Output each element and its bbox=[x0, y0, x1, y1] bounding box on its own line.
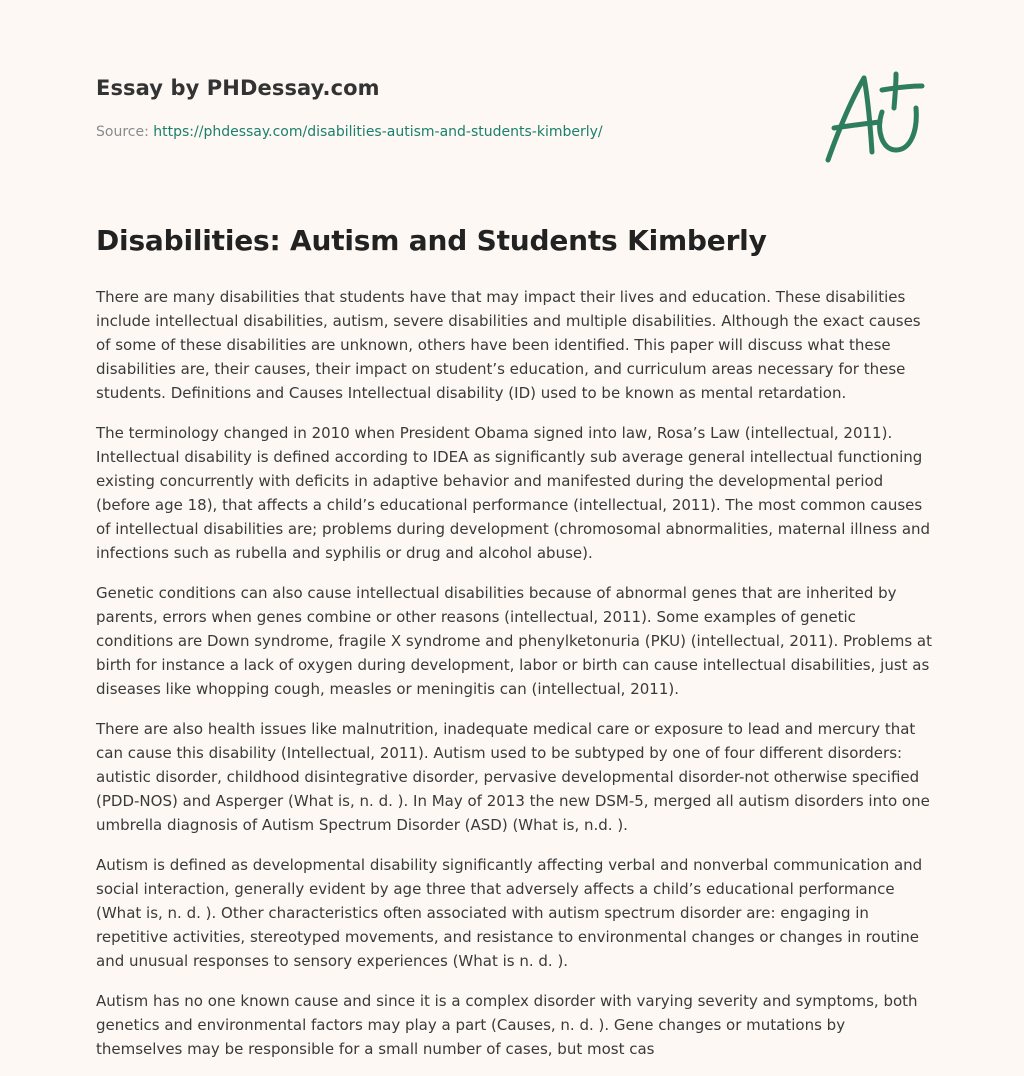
essay-paragraph: Genetic conditions can also cause intellectual disabilities because of abnormal genes that are inherited by parents, errors when genes combine or other reasons (intellectual, 2011). Some examples of genetic conditions are Down syndrome, fragile X syndrome and phenylketonuria (PKU) (intellectual, 2011). Problems at birth for instance a lack of oxygen during development, labor or birth can cause intellectual disabilities, just as diseases like whopping cough, measles or meningitis can (intellectual, 2011). bbox=[96, 584, 932, 698]
essay-body bbox=[96, 285, 936, 1076]
essay-paragraph: The terminology changed in 2010 when President Obama signed into law, Rosa’s Law (intellectual, 2011). Intellectual disability is defined according to IDEA as significantly sub average general intellectual functioning existing concurrently with deficits in adaptive behavior and manifested during the developmental period (before age 18), that affects a child’s educational performance (intellectual, 2011). The most common causes of intellectual disabilities are; problems during development (chromosomal abnormalities, maternal illness and infections such as rubella and syphilis or drug and alcohol abuse). bbox=[96, 424, 931, 562]
source-link[interactable]: https://phdessay.com/disabilities-autism-and-students-kimberly/ bbox=[153, 124, 603, 140]
essay-paragraph: Autism is defined as developmental disability significantly affecting verbal and nonverbal communication and social interaction, generally evident by age three that adversely affects a child’s educational performance (What is, n. d. ). Other characteristics often associated with autism spectrum disorder are: engaging in repetitive activities, stereotyped movements, and resistance to environmental changes or changes in routine and unusual responses to sensory experiences (What is n. d. ). bbox=[96, 856, 923, 970]
source-line bbox=[96, 124, 603, 140]
essay-paragraph: Autism has no one known cause and since it is a complex disorder with varying severity and symptoms, both genetics and environmental factors may play a part (Causes, n. d. ). Gene changes or mutations by themselves may be responsible for a small number of cases, but most cas bbox=[96, 992, 918, 1058]
site-brand: Essay by PHDessay.com bbox=[96, 76, 380, 100]
essay-title: Disabilities: Autism and Students Kimberly bbox=[96, 224, 767, 257]
a-plus-logo-icon bbox=[812, 64, 932, 168]
essay-paragraph: There are also health issues like malnutrition, inadequate medical care or exposure to lead and mercury that can cause this disability (Intellectual, 2011). Autism used to be subtyped by one of four different disorders: autistic disorder, childhood disintegrative disorder, pervasive developmental disorder-not otherwise specified (PDD-NOS) and Asperger (What is, n. d. ). In May of 2013 the new DSM-5, merged all autism disorders into one umbrella diagnosis of Autism Spectrum Disorder (ASD) (What is, n.d. ). bbox=[96, 720, 930, 834]
essay-paragraph: There are many disabilities that students have that may impact their lives and education. These disabilities include intellectual disabilities, autism, severe disabilities and multiple disabilities. Although the exact causes of some of these disabilities are unknown, others have been identified. This paper will discuss what these disabilities are, their causes, their impact on student’s education, and curriculum areas necessary for these students. Definitions and Causes Intellectual disability (ID) used to be known as mental retardation. bbox=[96, 288, 921, 402]
source-label: Source: bbox=[96, 124, 149, 140]
